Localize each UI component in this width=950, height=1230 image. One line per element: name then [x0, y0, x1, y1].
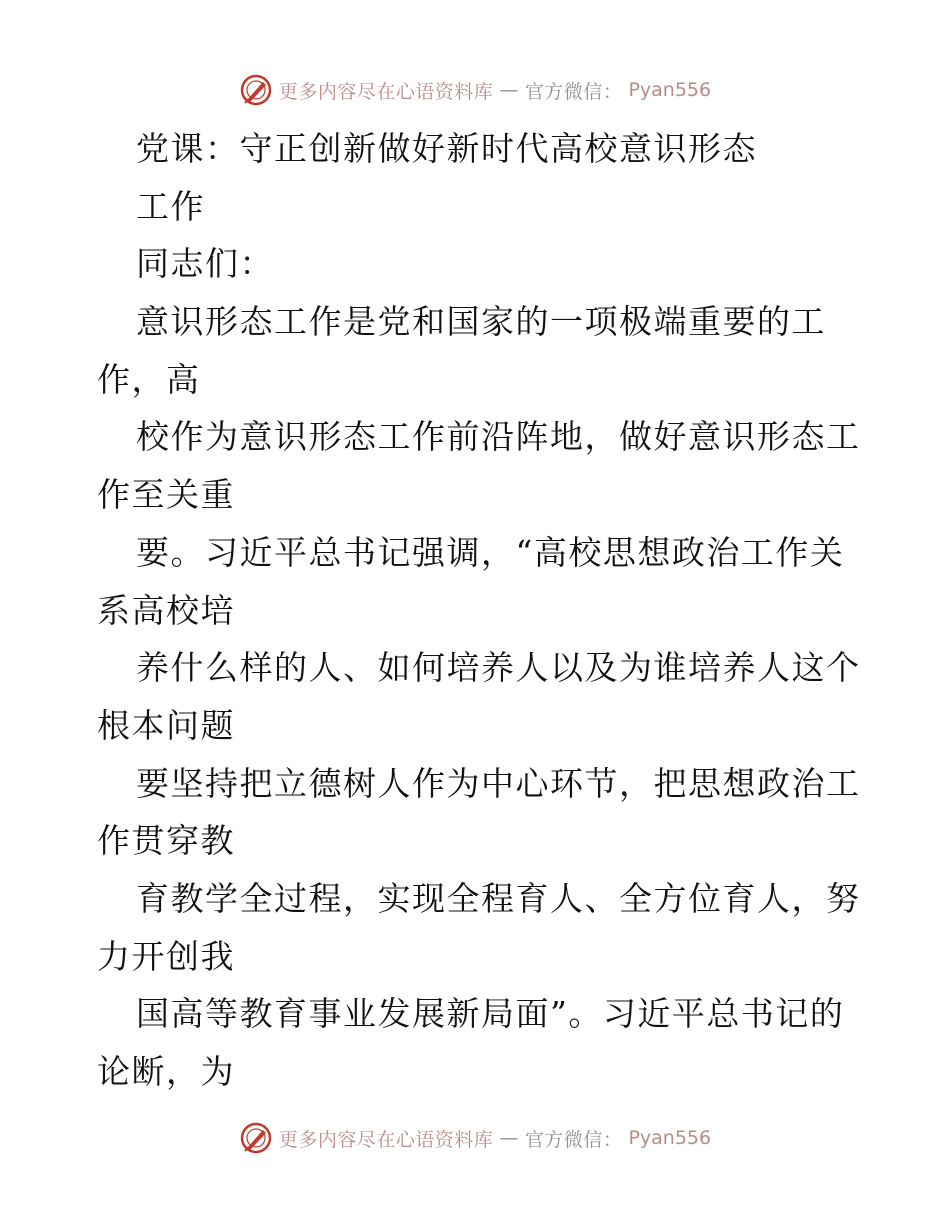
paragraph-line: 系高校培 [97, 590, 235, 630]
header-banner [0, 68, 950, 112]
paragraph-line: 论断，为 [97, 1052, 235, 1091]
banner-promo-text: 更多内容尽在心语资料库 [278, 80, 494, 103]
banner-promo-text: 更多内容尽在心语资料库 [278, 1128, 494, 1151]
quill-pen-logo-icon [239, 1121, 273, 1155]
paragraph-line: 要坚持把立德树人作为中心环节，把思想政治工 [136, 763, 861, 803]
paragraph-line: 作至关重 [97, 475, 235, 515]
banner-wechat-id: Pyan556 [628, 79, 712, 101]
banner-wechat-id: Pyan556 [628, 1127, 712, 1149]
paragraph-line: 国高等教育事业发展新局面”。习近平总书记的 [136, 994, 845, 1034]
banner-separator: — [499, 79, 519, 101]
paragraph-line: 力开创我 [97, 936, 235, 976]
paragraph-line: 意识形态工作是党和国家的一项极端重要的工 [136, 302, 826, 342]
document-body [97, 120, 861, 1101]
paragraph-line: 作，高 [97, 359, 201, 399]
quill-pen-logo-icon [239, 73, 273, 107]
paragraph-line: 作贯穿教 [97, 821, 235, 861]
banner-wechat-label: 官方微信： [524, 1128, 623, 1151]
paragraph-line: 育教学全过程，实现全程育人、全方位育人，努 [136, 878, 861, 918]
banner-separator: — [499, 1127, 519, 1149]
paragraph-line: 养什么样的人、如何培养人以及为谁培养人这个 [136, 648, 861, 688]
paragraph-line: 校作为意识形态工作前沿阵地，做好意识形态工 [136, 417, 861, 457]
document-title-line-2: 工作 [136, 186, 205, 226]
paragraph-line: 根本问题 [97, 705, 235, 745]
footer-banner [0, 1116, 950, 1160]
banner-wechat-label: 官方微信： [524, 80, 623, 103]
salutation: 同志们： [136, 244, 274, 284]
document-title-line-1: 党课：守正创新做好新时代高校意识形态 [136, 129, 757, 168]
paragraph-line: 要。习近平总书记强调，“高校思想政治工作关 [136, 532, 845, 572]
